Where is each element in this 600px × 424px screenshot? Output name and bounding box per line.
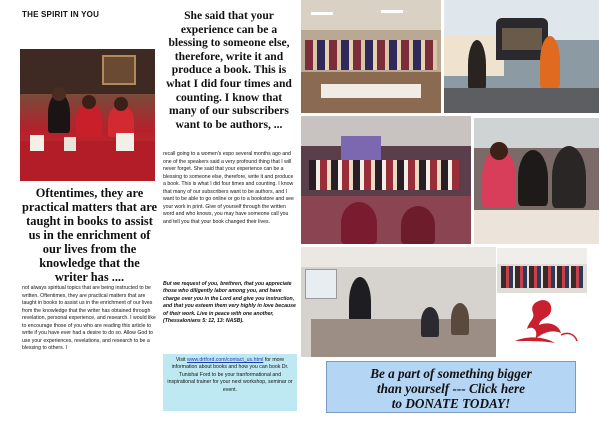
middle-pull-quote: She said that your experience can be a blessing to someone else, therefore, write it and produce a book. This is what I did four times and counting. I know that many of our subscribers want to be authors, ...	[166, 9, 292, 131]
visit-label: Visit	[175, 357, 186, 363]
donate-banner[interactable]	[326, 361, 576, 413]
photo-women-smiling	[474, 118, 599, 244]
photo-group-small	[497, 248, 587, 293]
photo-worship-service	[301, 116, 471, 244]
left-body-text: not always spiritual topics that are being instructed to be written. Oftentimes, they are practical matters that are taught in books to assist us in the enrichment of our lives from the knowledge that the writer has obtained through revelation, personal experience, and research. I would like to encourage those of you who are reading this article to write if you have ever had a desire to do so. Allow God to use your experiences, revelations, and research to be a blessing to others. I	[22, 285, 156, 351]
contact-details: for more information about books and how you can book Dr. Tunishai Ford to be your tranformational and inspirational trainer for your next workshop, seminar or event.	[167, 357, 293, 393]
woman-silhouette-logo-icon	[505, 295, 585, 349]
contact-link[interactable]: www.drtford.com/contact_us.html	[186, 357, 264, 363]
contact-info-box	[163, 354, 297, 411]
photo-car-trunk-donations	[444, 0, 599, 113]
donate-line-2[interactable]: than yourself --- Click here	[377, 381, 525, 396]
scripture-quote: But we request of you, brethren, that you appreciate those who diligently labor among you, and have charge over you in the Lord and give you instruction, and that you esteem them very highly in love because of their work. Live in peace with one another, (Thessalonians 5: 12, 13: NASB).	[163, 281, 296, 325]
middle-body-text: recall going to a women's expo several months ago and one of the speakers said a very profound thing that I will never forget. She said that your experience can be a blessing to someone else, therefore, write it and produce a book. This is what I did four times and counting. I know that many of our subscribers want to be authors, and I want to be able to go online or go to a bookstore and see your work in print. Give of yourself through the written word and who knows, you may have someone call you and tell you that your book changed their lives.	[163, 151, 294, 225]
photo-women-at-book-table	[20, 49, 155, 181]
left-pull-quote: Oftentimes, they are practical matters that are taught in books to assist us in the enrichment of our lives from the knowledge that the writer has ....	[22, 186, 157, 284]
photo-workshop-room	[301, 247, 496, 357]
section-kicker: THE SPIRIT IN YOU	[22, 10, 100, 19]
photo-group-event-hall	[301, 0, 441, 113]
donate-line-3[interactable]: to DONATE TODAY!	[391, 396, 511, 411]
donate-line-1: Be a part of something bigger	[370, 366, 532, 381]
